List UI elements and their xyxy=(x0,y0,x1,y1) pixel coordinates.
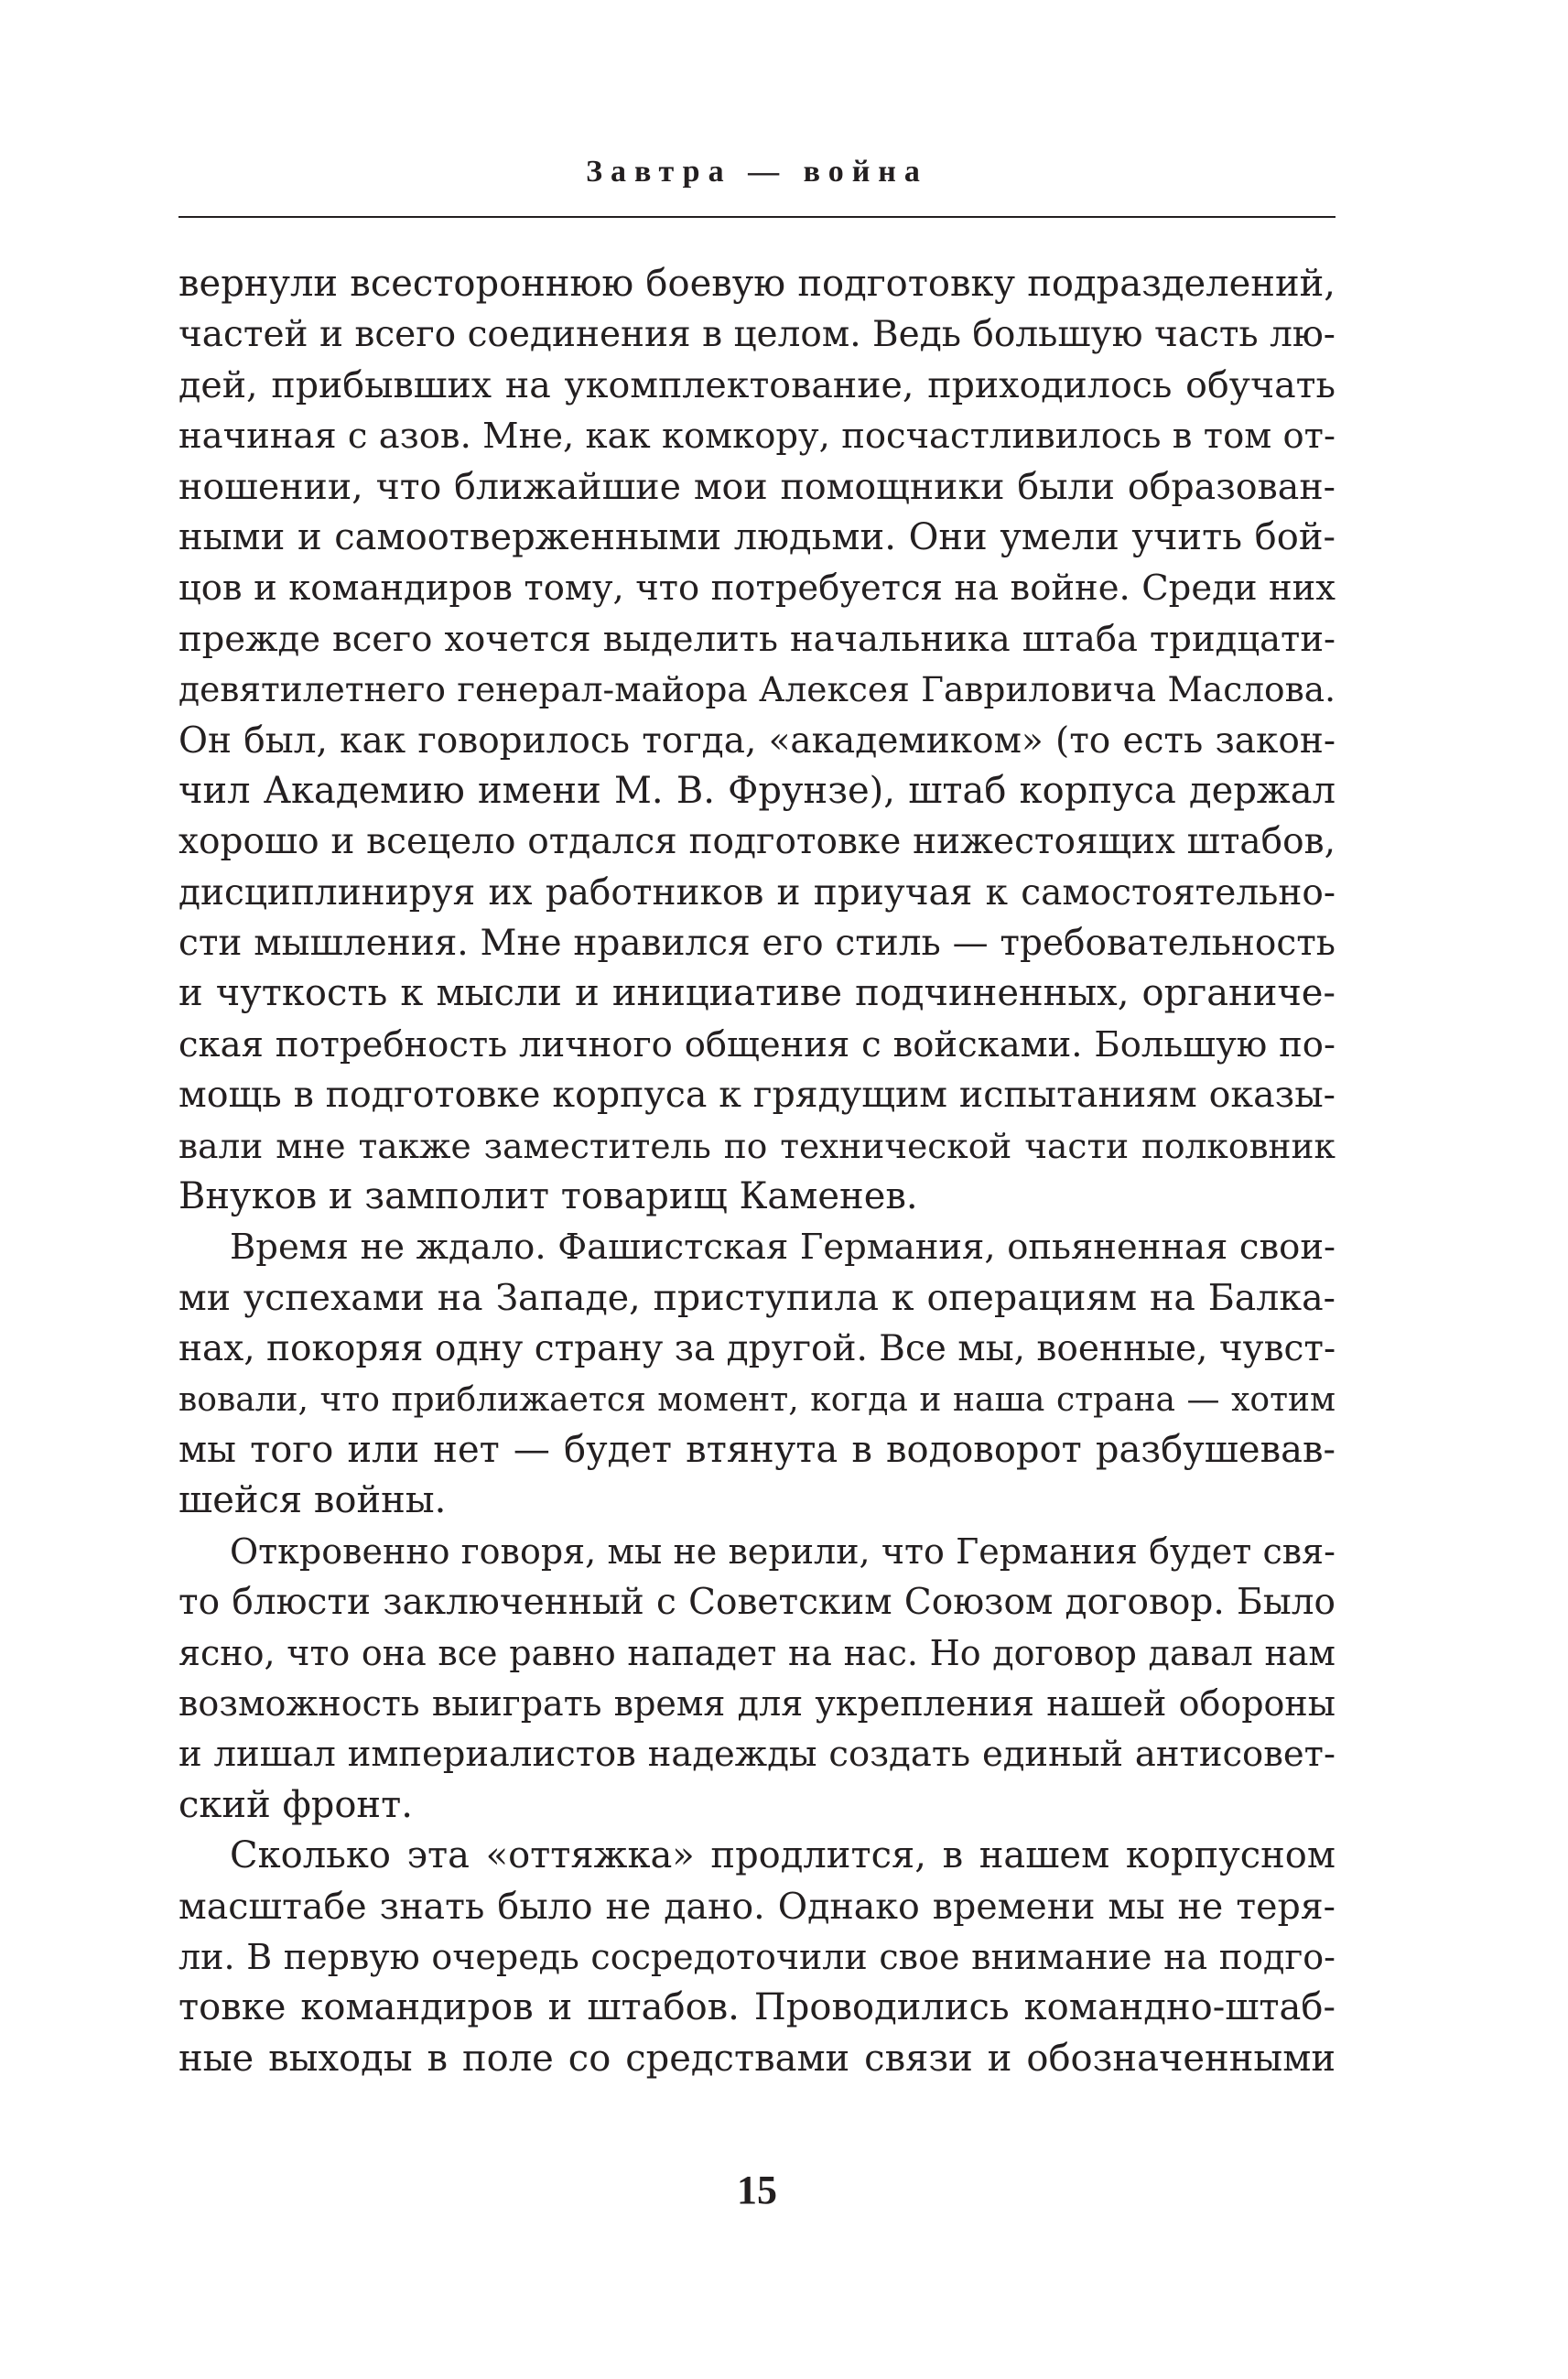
text-line: ский фронт. xyxy=(178,1783,413,1826)
text-line: дей, прибывших на укомплектование, приходилось обучать xyxy=(178,363,1336,406)
text-line: ные выходы в поле со средствами связи и обозначенными xyxy=(178,2037,1336,2080)
text-line: начиная с азов. Мне, как комкору, посчастливилось в том от- xyxy=(178,416,1336,458)
text-line: Сколько эта «оттяжка» продлится, в нашем корпусном xyxy=(230,1834,1336,1877)
paragraph xyxy=(178,1831,1336,2084)
text-line: дисциплинируя их работников и приучая к самостоятельно- xyxy=(178,871,1336,914)
text-line: Он был, как говорилось тогда, «академиком» (то есть закон- xyxy=(178,719,1336,762)
text-line: девятилетнего генерал-майора Алексея Гавриловича Маслова. xyxy=(178,669,1336,710)
text-line: ми успехами на Западе, приступила к операциям на Балка- xyxy=(178,1276,1336,1319)
body-text xyxy=(178,259,1336,2084)
text-line: товке командиров и штабов. Проводились командно-штаб- xyxy=(178,1986,1336,2029)
text-line: ская потребность личного общения с войсками. Большую по- xyxy=(178,1023,1336,1065)
text-line: мы того или нет — будет втянута в водоворот разбушевав- xyxy=(178,1428,1336,1471)
text-line: цов и командиров тому, что потребуется на войне. Среди них xyxy=(178,568,1336,610)
text-line: вали мне также заместитель по технической части полковник xyxy=(178,1125,1336,1166)
text-line: Время не ждало. Фашистская Германия, опьяненная свои- xyxy=(230,1227,1336,1269)
text-line: и лишал империалистов надежды создать единый антисовет- xyxy=(178,1734,1336,1776)
text-line: масштабе знать было не дано. Однако времени мы не теря- xyxy=(178,1885,1336,1928)
text-line: возможность выиграть время для укрепления нашей обороны xyxy=(178,1682,1336,1724)
header-rule xyxy=(178,216,1336,218)
text-line: хорошо и всецело отдался подготовке нижестоящих штабов, xyxy=(178,821,1336,863)
text-line: прежде всего хочется выделить начальника штаба тридцати- xyxy=(178,618,1336,660)
text-line: вовали, что приближается момент, когда и наша страна — хотим xyxy=(178,1380,1336,1419)
text-line: Внуков и замполит товарищ Каменев. xyxy=(178,1175,918,1218)
text-line: ясно, что она все равно нападет на нас. Но договор давал нам xyxy=(178,1632,1336,1673)
text-line: вернули всестороннюю боевую подготовку подразделений, xyxy=(178,263,1336,305)
paragraph xyxy=(178,1222,1336,1526)
text-line: частей и всего соединения в целом. Ведь большую часть лю- xyxy=(178,314,1336,356)
text-line: ными и самоотверженными людьми. Они умели учить бой- xyxy=(178,515,1336,558)
text-line: нах, покоряя одну страну за другой. Все мы, военные, чувст- xyxy=(178,1328,1336,1370)
text-line: и чуткость к мысли и инициативе подчиненных, органиче- xyxy=(178,972,1336,1015)
paragraph xyxy=(178,1527,1336,1831)
running-head: Завтра — война xyxy=(586,155,928,189)
page-number: 15 xyxy=(737,2168,777,2212)
text-line: ношении, что ближайшие мои помощники были образован- xyxy=(178,465,1336,508)
paragraph xyxy=(178,259,1336,1222)
text-line: то блюсти заключенный с Советским Союзом договор. Было xyxy=(178,1582,1336,1624)
text-line: шейся войны. xyxy=(178,1479,447,1522)
text-line: сти мышления. Мне нравился его стиль — требовательность xyxy=(178,923,1336,965)
text-line: Откровенно говоря, мы не верили, что Германия будет свя- xyxy=(230,1530,1336,1572)
text-line: ли. В первую очередь сосредоточили свое внимание на подго- xyxy=(178,1936,1336,1977)
text-line: чил Академию имени М. В. Фрунзе), штаб корпуса держал xyxy=(178,769,1336,812)
text-line: мощь в подготовке корпуса к грядущим испытаниям оказы- xyxy=(178,1074,1336,1117)
